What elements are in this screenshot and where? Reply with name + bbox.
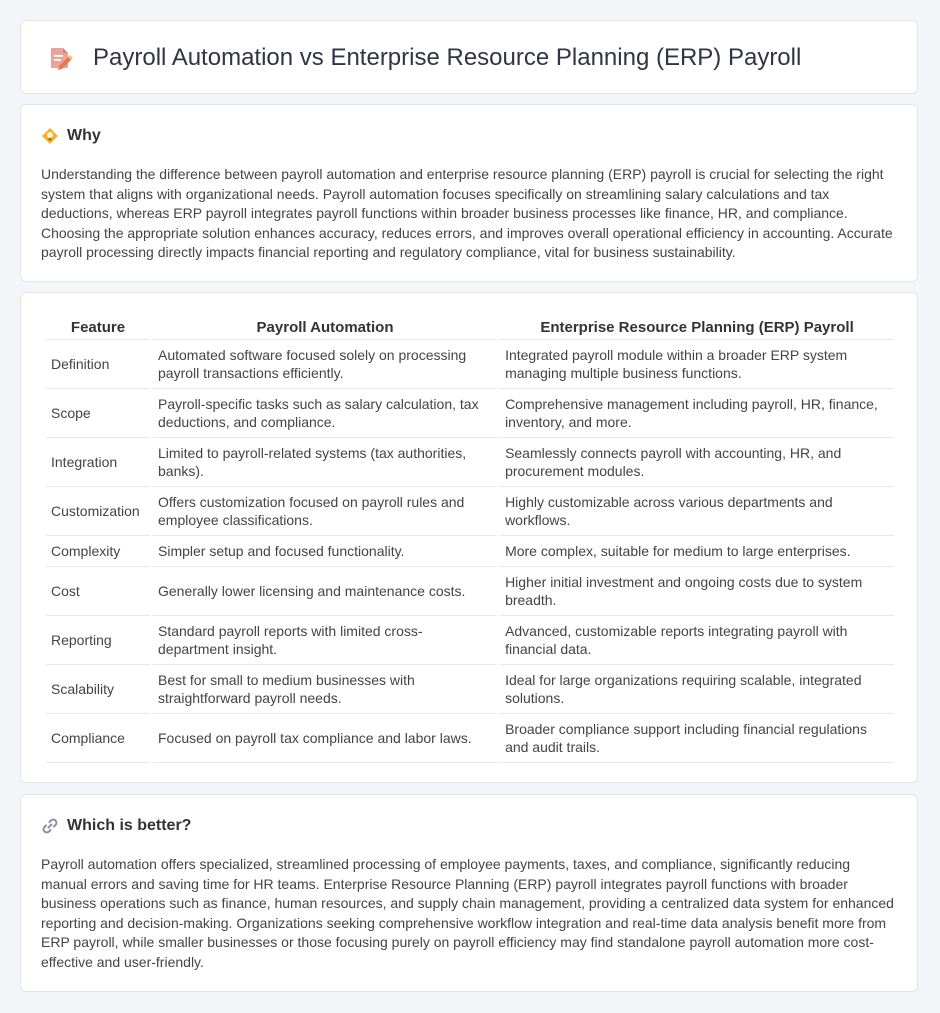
erp-cell: Broader compliance support including financial regulations and audit trails. xyxy=(500,714,894,763)
header-erp-payroll: Enterprise Resource Planning (ERP) Payroll xyxy=(500,315,894,340)
automation-cell: Standard payroll reports with limited cross-department insight. xyxy=(153,616,497,665)
why-section xyxy=(20,104,918,282)
automation-cell: Focused on payroll tax compliance and labor laws. xyxy=(153,714,497,763)
erp-cell: More complex, suitable for medium to large enterprises. xyxy=(500,536,894,567)
erp-cell: Advanced, customizable reports integrating payroll with financial data. xyxy=(500,616,894,665)
erp-cell: Integrated payroll module within a broader ERP system managing multiple business functions. xyxy=(500,340,894,389)
table-row xyxy=(46,567,894,616)
erp-cell: Seamlessly connects payroll with accounting, HR, and procurement modules. xyxy=(500,438,894,487)
which-is-better-text: Payroll automation offers specialized, streamlined processing of employee payments, taxes, and compliance, significantly reducing manual errors and saving time for HR teams. Enterprise Resource Planning (ERP) payroll integrates payroll functions with broader business operations such as finance, human resources, and supply chain management, providing a centralized data system for enhanced reporting and decision-making. Organizations seeking comprehensive workflow integration and real-time data analysis benefit more from ERP payroll, while smaller businesses or those focusing purely on payroll efficiency may find standalone payroll automation more cost-effective and user-friendly. xyxy=(41,856,894,970)
page-header xyxy=(20,20,918,94)
erp-cell: Higher initial investment and ongoing costs due to system breadth. xyxy=(500,567,894,616)
automation-cell: Payroll-specific tasks such as salary calculation, tax deductions, and compliance. xyxy=(153,389,497,438)
document-pencil-icon xyxy=(47,45,73,71)
table-row xyxy=(46,665,894,714)
feature-cell: Definition xyxy=(46,340,150,389)
feature-cell: Compliance xyxy=(46,714,150,763)
feature-cell: Customization xyxy=(46,487,150,536)
why-text: Understanding the difference between payroll automation and enterprise resource planning (ERP) payroll is crucial for selecting the right system that aligns with organizational needs. Payroll automation focuses specifically on streamlining salary calculations and tax deductions, whereas ERP payroll integrates payroll functions within broader business processes like finance, HR, and compliance. Choosing the appropriate solution enhances accuracy, reduces errors, and improves overall operational efficiency in accounting. Accurate payroll processing directly impacts financial reporting and regulatory compliance, vital for business sustainability. xyxy=(41,166,893,261)
feature-cell: Scope xyxy=(46,389,150,438)
automation-cell: Automated software focused solely on processing payroll transactions efficiently. xyxy=(153,340,497,389)
which-is-better-section xyxy=(20,794,918,992)
table-row xyxy=(46,487,894,536)
page-title: Payroll Automation vs Enterprise Resource Planning (ERP) Payroll xyxy=(93,44,802,71)
automation-cell: Simpler setup and focused functionality. xyxy=(153,536,497,567)
comparison-table-card xyxy=(20,292,918,783)
table-row xyxy=(46,438,894,487)
erp-cell: Highly customizable across various departments and workflows. xyxy=(500,487,894,536)
feature-cell: Complexity xyxy=(46,536,150,567)
why-title: Why xyxy=(67,127,101,144)
feature-cell: Reporting xyxy=(46,616,150,665)
header-payroll-automation: Payroll Automation xyxy=(153,315,497,340)
automation-cell: Best for small to medium businesses with straightforward payroll needs. xyxy=(153,665,497,714)
table-row xyxy=(46,714,894,763)
header-feature: Feature xyxy=(46,315,150,340)
feature-cell: Scalability xyxy=(46,665,150,714)
table-row xyxy=(46,389,894,438)
automation-cell: Generally lower licensing and maintenance costs. xyxy=(153,567,497,616)
table-header-row xyxy=(46,315,894,340)
table-row xyxy=(46,536,894,567)
table-row xyxy=(46,616,894,665)
table-row xyxy=(46,340,894,389)
lightbulb-icon xyxy=(41,127,59,145)
link-icon xyxy=(41,817,59,835)
automation-cell: Offers customization focused on payroll rules and employee classifications. xyxy=(153,487,497,536)
automation-cell: Limited to payroll-related systems (tax authorities, banks). xyxy=(153,438,497,487)
comparison-table xyxy=(43,315,897,763)
erp-cell: Ideal for large organizations requiring scalable, integrated solutions. xyxy=(500,665,894,714)
which-is-better-title: Which is better? xyxy=(67,817,192,834)
feature-cell: Cost xyxy=(46,567,150,616)
erp-cell: Comprehensive management including payroll, HR, finance, inventory, and more. xyxy=(500,389,894,438)
feature-cell: Integration xyxy=(46,438,150,487)
